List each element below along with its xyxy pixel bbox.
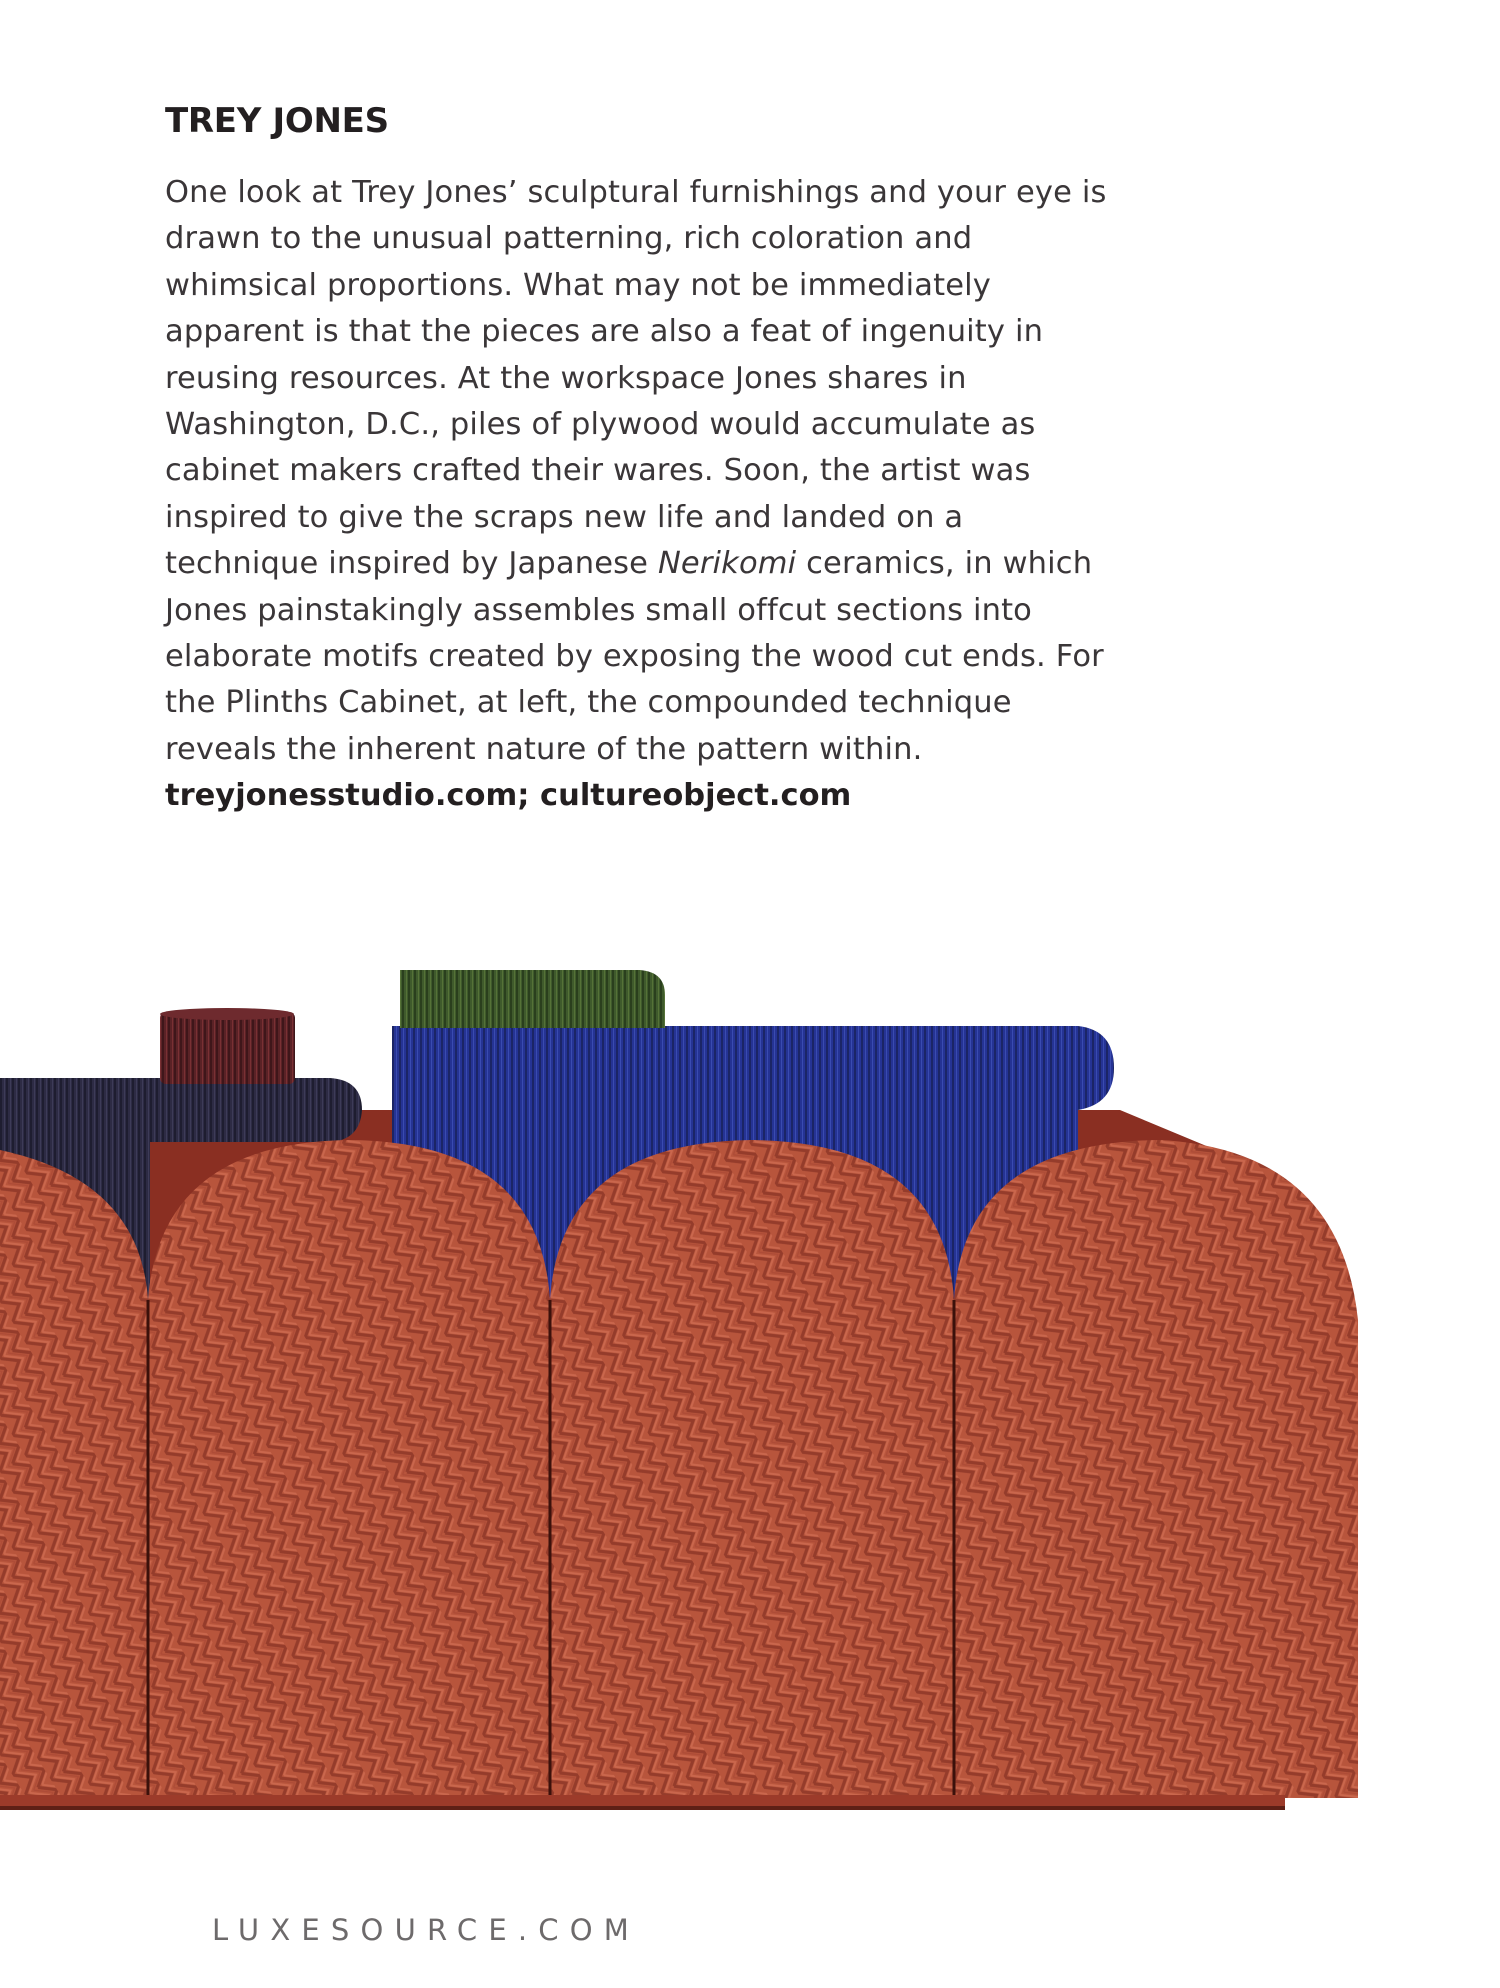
green-plinth <box>400 970 665 1028</box>
body-italic-term: Nerikomi <box>657 546 797 582</box>
cabinet-door-1 <box>0 1150 148 1800</box>
cabinet-door-3 <box>550 1140 954 1800</box>
studio-links[interactable]: treyjonesstudio.com; cultureobject.com <box>165 778 852 814</box>
footer-site[interactable]: LUXESOURCE.COM <box>212 1913 640 1947</box>
article-headline: TREY JONES <box>165 101 389 141</box>
body-text: One look at Trey Jones’ sculptural furnishings and your eye is drawn to the unusual patterning, rich coloration and whimsical proportions. What may not be immediately apparent is that the pieces are also a feat of ingenuity in reusing resources. At the workspace Jones shares in Washington, D.C., piles of plywood would accumulate as cabinet makers crafted their wares. Soon, the artist was inspired to give the scraps new life and landed on a technique inspired by Japanese <box>165 175 1107 582</box>
article-body <box>165 170 1125 820</box>
cabinet-photo <box>0 960 1500 1860</box>
cabinet-door-4 <box>954 1140 1358 1798</box>
body-text-end: ceramics, in which Jones painstakingly assembles small offcut sections into elaborate motifs created by exposing the wood cut ends. For the Plinths Cabinet, at left, the compounded technique reveals the inherent nature of the pattern within. <box>165 546 1104 767</box>
cabinet-door-2 <box>148 1140 550 1800</box>
maroon-plinth <box>160 1012 295 1084</box>
